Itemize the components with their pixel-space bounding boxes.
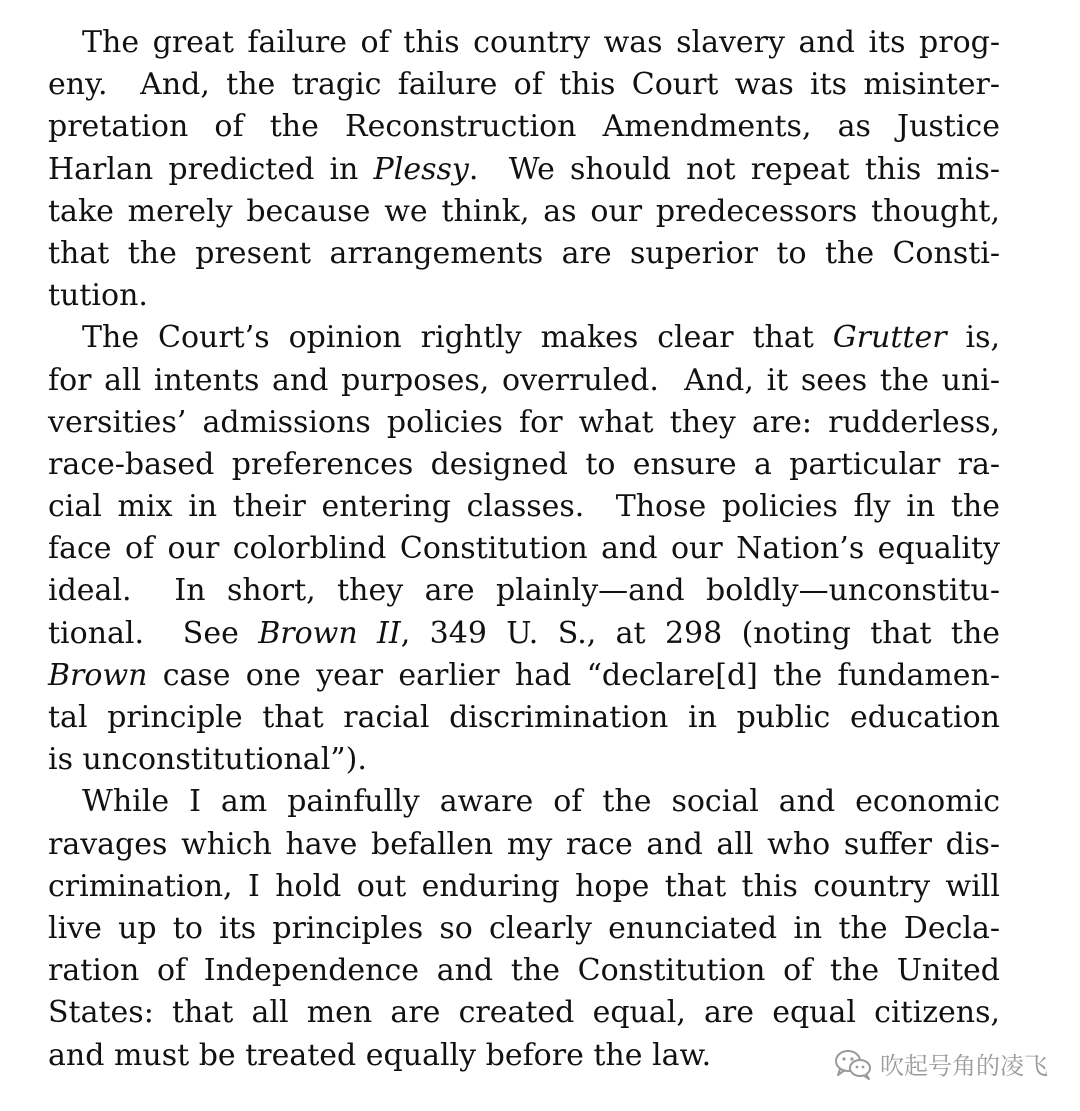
text-segment: While I am painfully aware of the social and economic (82, 784, 1000, 820)
text-segment: and must be treated equally before the law. (48, 1037, 712, 1073)
text-segment: The great failure of this country was slavery and its prog- (82, 25, 1000, 60)
italic-case-name: Grutter (832, 320, 947, 356)
text-line (48, 233, 1000, 275)
text-segment: that the present arrangements are superior to the Consti- (48, 235, 1000, 271)
text-segment: is unconstitutional”). (48, 742, 367, 778)
text-segment: cial mix in their entering classes. Those policies fly in the (48, 489, 1000, 525)
wechat-icon (834, 1048, 872, 1080)
text-segment: States: that all men are created equal, are equal citizens, (48, 995, 1000, 1031)
text-segment: tional. See (48, 615, 259, 651)
text-line (48, 317, 1000, 359)
text-segment: for all intents and purposes, overruled. And, it sees the uni- (48, 362, 1000, 398)
text-segment: tution. (48, 278, 148, 314)
text-line (48, 275, 1000, 317)
italic-case-name: Brown II (258, 615, 401, 651)
text-line (48, 486, 1000, 528)
text-line (48, 22, 1000, 64)
text-segment: is, (946, 320, 1001, 356)
italic-case-name: Brown (48, 657, 148, 693)
text-segment: take merely because we think, as our predecessors thought, (48, 193, 1000, 229)
text-segment: ideal. In short, they are plainly—and boldly—unconstitu- (48, 573, 1000, 609)
text-line (48, 824, 1000, 866)
text-segment: race-based preferences designed to ensure a particular ra- (48, 446, 1000, 482)
text-line (48, 106, 1000, 148)
text-line (48, 402, 1000, 444)
text-line (48, 528, 1000, 570)
paragraph (48, 317, 1000, 781)
text-line (48, 739, 1000, 781)
text-line (48, 655, 1000, 697)
text-line (48, 444, 1000, 486)
text-line (48, 866, 1000, 908)
watermark-text: 吹起号角的凌飞 (880, 1052, 1048, 1080)
text-segment: face of our colorblind Constitution and our Nation’s equality (48, 531, 1000, 567)
text-segment: ravages which have befallen my race and all who suffer dis- (48, 826, 1000, 862)
text-line (48, 570, 1000, 612)
text-line (48, 149, 1000, 191)
text-segment: crimination, I hold out enduring hope that this country will (48, 868, 1000, 904)
text-line (48, 992, 1000, 1034)
paragraph (48, 781, 1000, 1076)
text-segment: , 349 U. S., at 298 (noting that the (400, 615, 1001, 651)
text-segment: eny. And, the tragic failure of this Court was its misinter- (48, 67, 1000, 103)
text-line (48, 360, 1000, 402)
watermark (834, 1046, 1048, 1081)
document-page (48, 22, 1000, 1077)
text-segment: tal principle that racial discrimination in public education (48, 700, 1000, 735)
text-segment: . We should not repeat this mis- (468, 151, 1000, 187)
text-segment: The Court’s opinion rightly makes clear that (82, 320, 833, 356)
text-line (48, 950, 1000, 992)
paragraph (48, 22, 1000, 317)
text-segment: Harlan predicted in (48, 151, 374, 187)
text-line (48, 613, 1000, 655)
text-segment: case one year earlier had “declare[d] the fundamen- (147, 657, 1000, 693)
text-segment: ration of Independence and the Constitution of the United (48, 953, 1000, 989)
text-line (48, 781, 1000, 823)
text-segment: live up to its principles so clearly enunciated in the Decla- (48, 910, 1000, 946)
italic-case-name: Plessy (373, 151, 469, 187)
text-segment: versities’ admissions policies for what they are: rudderless, (48, 404, 1000, 440)
text-line (48, 64, 1000, 106)
text-line (48, 697, 1000, 739)
text-segment: pretation of the Reconstruction Amendments, as Justice (48, 109, 1000, 145)
text-line (48, 191, 1000, 233)
text-line (48, 908, 1000, 950)
